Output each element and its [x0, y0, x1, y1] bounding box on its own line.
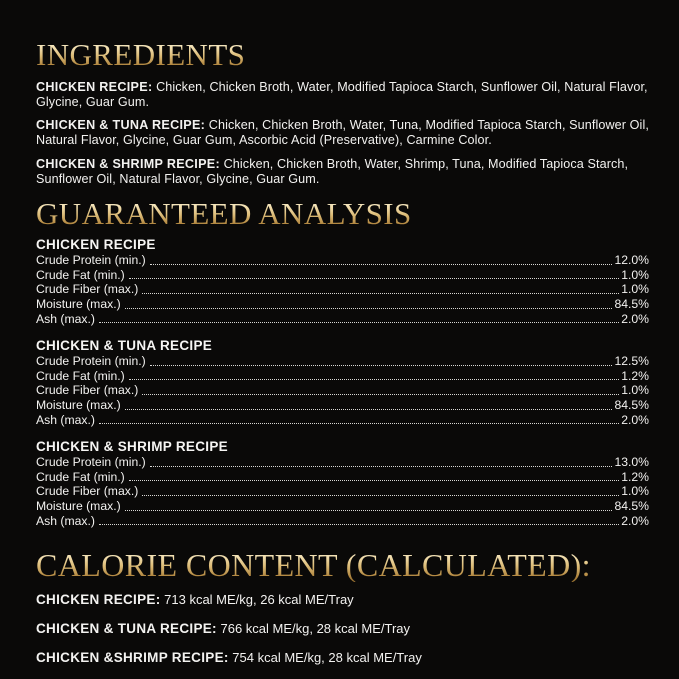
analysis-row — [36, 514, 649, 529]
ingredient-recipe-label: CHICKEN & TUNA RECIPE: — [36, 118, 206, 133]
analysis-row-label: Crude Fiber (max.) — [36, 282, 139, 297]
analysis-row-label: Crude Protein (min.) — [36, 354, 146, 369]
analysis-row — [36, 455, 649, 470]
ingredients-section — [36, 37, 649, 186]
analysis-row — [36, 383, 649, 398]
analysis-row — [36, 312, 649, 327]
dotted-leader — [129, 379, 620, 380]
ingredient-recipe-text: Chicken, Chicken Broth, Water, Modified Tapioca Starch, Sunflower Oil, Natural Flavor, Glycine, Guar Gum. — [36, 80, 648, 109]
analysis-row-value: 84.5% — [614, 297, 649, 311]
dotted-leader — [142, 394, 619, 395]
analysis-row-label: Crude Protein (min.) — [36, 253, 146, 268]
analysis-section-chicken-shrimp — [36, 439, 649, 528]
analysis-row-label: Crude Fat (min.) — [36, 469, 125, 484]
dotted-leader — [99, 524, 619, 525]
calorie-content-section — [36, 548, 649, 666]
calorie-recipe-value: 766 kcal ME/kg, 28 kcal ME/Tray — [220, 621, 411, 637]
dotted-leader — [125, 510, 613, 511]
analysis-row-label: Ash (max.) — [36, 311, 95, 326]
analysis-section-chicken — [36, 237, 649, 326]
analysis-row-value: 12.0% — [614, 253, 649, 268]
dotted-leader — [99, 322, 619, 323]
calorie-line-chicken-shrimp — [36, 650, 649, 666]
calorie-recipe-value: 713 kcal ME/kg, 26 kcal ME/Tray — [164, 592, 354, 608]
calorie-line-chicken — [36, 592, 649, 608]
dotted-leader — [142, 495, 619, 496]
analysis-row-value: 1.2% — [621, 368, 649, 383]
ingredient-paragraph-chicken-shrimp — [36, 157, 649, 186]
analysis-row — [36, 369, 649, 384]
guaranteed-analysis-title: GUARANTEED ANALYSIS — [36, 199, 649, 229]
analysis-row-label: Moisture (max.) — [36, 498, 121, 513]
analysis-row — [36, 499, 649, 514]
analysis-row-value: 1.2% — [621, 469, 649, 484]
analysis-row-value: 1.0% — [621, 267, 649, 282]
analysis-row-value: 2.0% — [621, 311, 649, 326]
analysis-row — [36, 354, 649, 369]
analysis-row-label: Crude Fat (min.) — [36, 368, 125, 383]
calorie-recipe-label: CHICKEN & TUNA RECIPE: — [36, 621, 217, 637]
analysis-row-value: 84.5% — [614, 397, 649, 412]
analysis-row-value: 1.0% — [621, 484, 649, 499]
analysis-row — [36, 282, 649, 297]
analysis-row-value: 12.5% — [614, 354, 649, 369]
analysis-row — [36, 470, 649, 485]
analysis-row-label: Moisture (max.) — [36, 297, 121, 311]
analysis-row — [36, 484, 649, 499]
ingredient-recipe-label: CHICKEN RECIPE: — [36, 80, 153, 94]
calorie-recipe-value: 754 kcal ME/kg, 28 kcal ME/Tray — [232, 650, 422, 666]
analysis-row — [36, 297, 649, 312]
ingredient-recipe-text: Chicken, Chicken Broth, Water, Shrimp, Tuna, Modified Tapioca Starch, Sunflower Oil, Natural Flavor, Glycine, Guar Gum. — [36, 156, 629, 186]
analysis-row-value: 2.0% — [621, 412, 649, 427]
analysis-section-chicken-tuna — [36, 338, 649, 427]
ingredient-paragraph-chicken — [36, 80, 649, 109]
dotted-leader — [150, 264, 613, 265]
ingredient-paragraph-chicken-tuna — [36, 118, 649, 147]
analysis-row-label: Crude Fiber (max.) — [36, 383, 139, 398]
analysis-row — [36, 268, 649, 283]
analysis-row — [36, 398, 649, 413]
analysis-row-label: Crude Fiber (max.) — [36, 484, 139, 499]
analysis-section-name: CHICKEN & TUNA RECIPE — [36, 338, 213, 354]
analysis-row-label: Ash (max.) — [36, 412, 95, 427]
calorie-recipe-label: CHICKEN RECIPE: — [36, 592, 161, 608]
dotted-leader — [142, 293, 619, 294]
ingredients-title: INGREDIENTS — [36, 40, 649, 70]
analysis-section-name: CHICKEN RECIPE — [36, 237, 156, 253]
dotted-leader — [99, 423, 619, 424]
analysis-row — [36, 413, 649, 428]
dotted-leader — [129, 480, 620, 481]
calorie-recipe-label: CHICKEN &SHRIMP RECIPE: — [36, 650, 229, 666]
analysis-section-name: CHICKEN & SHRIMP RECIPE — [36, 439, 228, 455]
analysis-row — [36, 253, 649, 268]
dotted-leader — [125, 308, 613, 309]
analysis-row-value: 84.5% — [614, 498, 649, 513]
ingredient-recipe-label: CHICKEN & SHRIMP RECIPE: — [36, 156, 220, 171]
dotted-leader — [150, 365, 613, 366]
calorie-line-chicken-tuna — [36, 621, 649, 637]
dotted-leader — [150, 466, 613, 467]
analysis-row-value: 1.0% — [621, 282, 649, 297]
dotted-leader — [125, 409, 613, 410]
analysis-row-value: 1.0% — [621, 383, 649, 398]
analysis-row-label: Crude Fat (min.) — [36, 267, 125, 282]
analysis-row-label: Crude Protein (min.) — [36, 455, 146, 470]
guaranteed-analysis-section — [36, 196, 649, 528]
calorie-content-title: CALORIE CONTENT (CALCULATED): — [36, 548, 649, 582]
analysis-row-label: Ash (max.) — [36, 513, 95, 528]
dotted-leader — [129, 278, 620, 279]
analysis-row-label: Moisture (max.) — [36, 397, 121, 412]
ingredient-recipe-text: Chicken, Chicken Broth, Water, Tuna, Modified Tapioca Starch, Sunflower Oil, Natural Flavor, Glycine, Guar Gum, Ascorbic Acid (Preservative), Carmine Color. — [36, 118, 649, 148]
analysis-row-value: 13.0% — [614, 455, 649, 470]
analysis-row-value: 2.0% — [621, 513, 649, 528]
